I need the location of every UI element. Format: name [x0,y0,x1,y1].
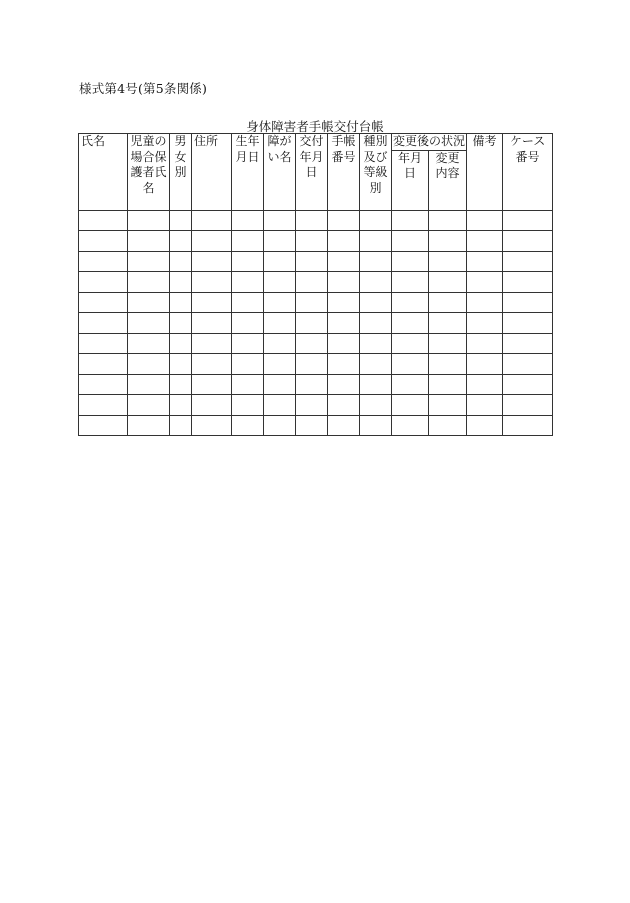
table-cell [79,374,128,395]
table-cell [503,395,553,416]
table-cell [503,333,553,354]
table-cell [192,251,232,272]
table-cell [296,415,328,436]
table-cell [296,395,328,416]
table-cell [467,333,503,354]
table-cell [429,354,467,375]
table-row [79,210,553,231]
header-remarks: 備考 [467,134,503,211]
table-cell [264,333,296,354]
table-cell [328,272,360,293]
header-birth-date: 生年 月日 [232,134,264,211]
table-cell [328,374,360,395]
header-change-date: 年月 日 [392,150,429,210]
table-cell [192,231,232,252]
table-row [79,354,553,375]
table-cell [170,374,192,395]
table-cell [232,415,264,436]
table-cell [79,354,128,375]
table-cell [296,354,328,375]
table-cell [170,292,192,313]
table-cell [232,395,264,416]
table-row [79,292,553,313]
table-cell [392,354,429,375]
table-cell [328,333,360,354]
register-body [79,210,553,436]
table-cell [192,292,232,313]
table-cell [360,272,392,293]
table-cell [467,374,503,395]
table-cell [429,313,467,334]
table-cell [232,231,264,252]
table-cell [328,415,360,436]
table-cell [296,210,328,231]
table-cell [128,272,170,293]
table-cell [296,292,328,313]
table-cell [79,251,128,272]
table-cell [328,231,360,252]
header-change-status: 変更後の状況 [393,134,466,148]
table-cell [296,272,328,293]
table-cell [264,313,296,334]
table-cell [128,395,170,416]
table-cell [170,395,192,416]
table-cell [360,374,392,395]
header-case-number: ケース 番号 [503,134,553,211]
header-type-grade: 種別 及び 等級 別 [360,134,392,211]
table-cell [264,210,296,231]
table-cell [192,354,232,375]
table-cell [392,415,429,436]
table-cell [170,415,192,436]
table-cell [392,272,429,293]
table-cell [79,231,128,252]
table-cell [429,231,467,252]
header-booklet-number: 手帳 番号 [328,134,360,211]
table-cell [360,354,392,375]
table-cell [503,251,553,272]
table-row [79,395,553,416]
table-row [79,374,553,395]
table-cell [128,374,170,395]
table-cell [170,251,192,272]
table-cell [328,292,360,313]
table-cell [503,415,553,436]
table-cell [79,415,128,436]
header-change-content: 変更 内容 [429,150,467,210]
table-cell [360,251,392,272]
table-cell [467,231,503,252]
table-cell [392,374,429,395]
table-cell [328,313,360,334]
table-cell [429,395,467,416]
table-cell [264,272,296,293]
table-cell [429,333,467,354]
table-cell [360,333,392,354]
table-cell [328,251,360,272]
table-cell [79,292,128,313]
document-title: 身体障害者手帳交付台帳 [246,119,384,134]
table-cell [170,231,192,252]
table-cell [264,374,296,395]
table-cell [170,272,192,293]
table-cell [467,210,503,231]
table-cell [170,333,192,354]
table-cell [296,231,328,252]
table-cell [192,374,232,395]
table-cell [296,251,328,272]
table-cell [467,354,503,375]
table-cell [192,415,232,436]
header-address: 住所 [192,134,232,211]
table-cell [429,272,467,293]
table-cell [467,292,503,313]
table-cell [429,210,467,231]
table-cell [360,415,392,436]
table-cell [360,210,392,231]
table-cell [503,210,553,231]
table-cell [392,292,429,313]
table-cell [429,251,467,272]
table-cell [392,251,429,272]
header-disability-name: 障が い名 [264,134,296,211]
table-cell [429,415,467,436]
table-cell [128,231,170,252]
table-cell [192,272,232,293]
table-cell [232,272,264,293]
header-sex: 男 女 別 [170,134,192,211]
table-cell [232,374,264,395]
table-cell [232,333,264,354]
table-cell [392,210,429,231]
table-cell [503,354,553,375]
table-cell [467,272,503,293]
table-cell [503,272,553,293]
table-row [79,333,553,354]
table-cell [296,374,328,395]
table-cell [264,292,296,313]
table-cell [360,231,392,252]
table-cell [467,395,503,416]
table-cell [392,231,429,252]
header-issue-date: 交付 年月 日 [296,134,328,211]
table-cell [232,292,264,313]
table-cell [360,313,392,334]
table-cell [79,333,128,354]
table-cell [392,395,429,416]
table-cell [503,292,553,313]
table-cell [264,395,296,416]
table-cell [128,313,170,334]
table-cell [192,333,232,354]
table-cell [360,292,392,313]
table-cell [392,333,429,354]
table-cell [503,313,553,334]
table-cell [467,313,503,334]
table-cell [128,210,170,231]
table-cell [79,272,128,293]
table-cell [128,415,170,436]
table-cell [170,354,192,375]
table-cell [328,354,360,375]
table-cell [429,292,467,313]
table-cell [232,313,264,334]
header-name: 氏名 [79,134,128,211]
table-row [79,313,553,334]
table-cell [232,354,264,375]
table-cell [503,374,553,395]
table-cell [170,210,192,231]
table-cell [128,354,170,375]
table-row [79,231,553,252]
table-cell [192,210,232,231]
table-cell [467,251,503,272]
table-cell [128,292,170,313]
table-cell [467,415,503,436]
table-cell [128,251,170,272]
header-guardian-name: 児童の 場合保 護者氏 名 [128,134,170,211]
table-cell [232,251,264,272]
table-cell [192,313,232,334]
table-cell [264,231,296,252]
table-cell [296,313,328,334]
form-number: 様式第4号(第5条関係) [79,81,208,96]
header-row [79,134,553,151]
table-cell [79,395,128,416]
table-cell [328,210,360,231]
table-row [79,415,553,436]
table-row [79,251,553,272]
table-cell [264,354,296,375]
table-cell [232,210,264,231]
table-cell [79,313,128,334]
table-cell [170,313,192,334]
table-cell [392,313,429,334]
table-row [79,272,553,293]
register-table [78,133,553,436]
table-cell [328,395,360,416]
table-cell [429,374,467,395]
table-cell [128,333,170,354]
table-cell [360,395,392,416]
table-cell [192,395,232,416]
table-cell [79,210,128,231]
table-cell [296,333,328,354]
table-cell [264,415,296,436]
table-cell [503,231,553,252]
table-cell [264,251,296,272]
